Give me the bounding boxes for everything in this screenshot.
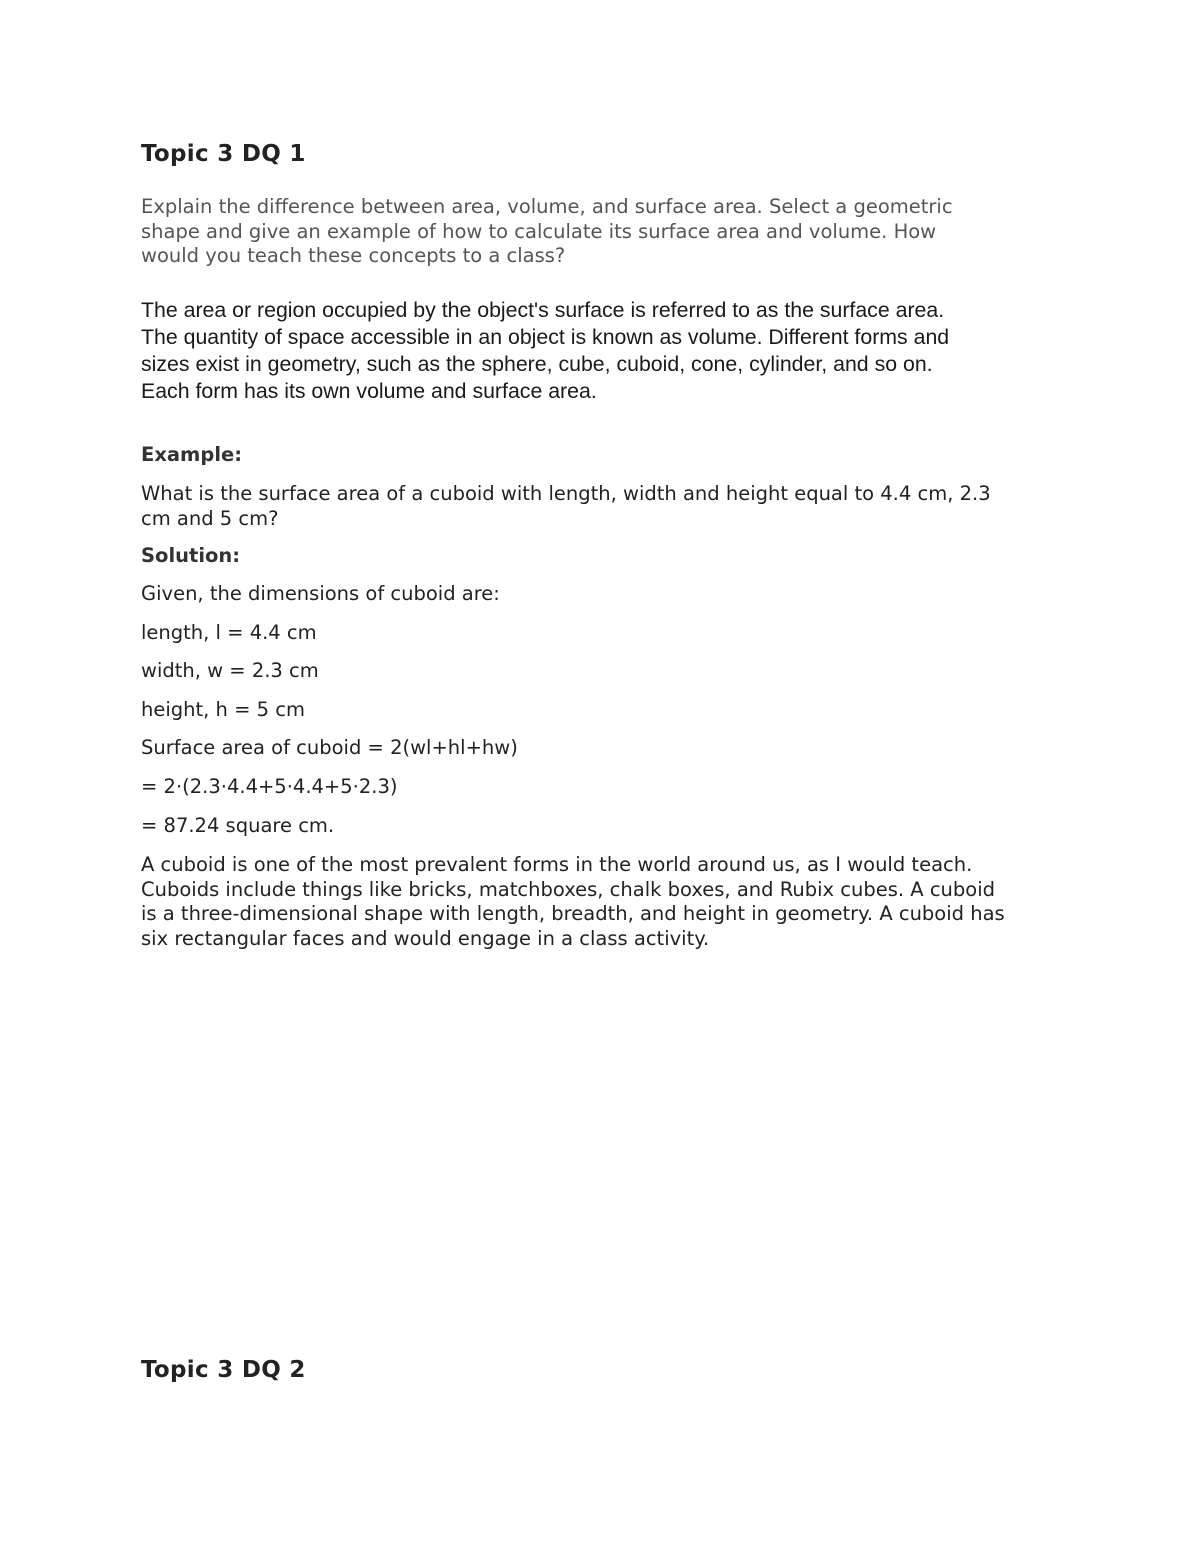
example-question bbox=[141, 482, 1061, 531]
prompt-line: Explain the difference between area, volume, and surface area. Select a geometric bbox=[141, 195, 953, 218]
answer-line: The quantity of space accessible in an object is known as volume. Different forms and bbox=[141, 325, 950, 349]
solution-step: = 87.24 square cm. bbox=[141, 814, 335, 837]
solution-label: Solution: bbox=[141, 544, 241, 567]
heading-topic-3-dq-2: Topic 3 DQ 2 bbox=[141, 1357, 306, 1383]
solution-step: Given, the dimensions of cuboid are: bbox=[141, 582, 500, 605]
example-line: cm and 5 cm? bbox=[141, 506, 279, 530]
teaching-line: is a three-dimensional shape with length, breadth, and height in geometry. A cuboid has bbox=[141, 902, 1005, 925]
example-line: What is the surface area of a cuboid with length, width and height equal to 4.4 cm, 2.3 bbox=[141, 482, 991, 505]
answer-line: The area or region occupied by the object's surface is referred to as the surface area. bbox=[141, 298, 945, 322]
example-label: Example: bbox=[141, 443, 243, 466]
teaching-paragraph bbox=[141, 853, 1061, 951]
solution-step: width, w = 2.3 cm bbox=[141, 659, 319, 682]
solution-step: Surface area of cuboid = 2(wl+hl+hw) bbox=[141, 736, 518, 759]
solution-step: height, h = 5 cm bbox=[141, 698, 305, 721]
answer-paragraph bbox=[141, 297, 1061, 405]
answer-line: Each form has its own volume and surface area. bbox=[141, 379, 597, 403]
teaching-line: six rectangular faces and would engage in a class activity. bbox=[141, 926, 710, 950]
teaching-line: A cuboid is one of the most prevalent forms in the world around us, as I would teach. bbox=[141, 853, 973, 876]
answer-line: sizes exist in geometry, such as the sphere, cube, cuboid, cone, cylinder, and so on. bbox=[141, 352, 933, 376]
heading-topic-3-dq-1: Topic 3 DQ 1 bbox=[141, 141, 306, 167]
prompt-line: shape and give an example of how to calculate its surface area and volume. How bbox=[141, 219, 937, 243]
prompt-line: would you teach these concepts to a class? bbox=[141, 244, 566, 267]
teaching-line: Cuboids include things like bricks, matchboxes, chalk boxes, and Rubix cubes. A cuboid bbox=[141, 877, 996, 901]
solution-step: length, l = 4.4 cm bbox=[141, 621, 317, 644]
solution-step: = 2·(2.3·4.4+5·4.4+5·2.3) bbox=[141, 775, 398, 798]
discussion-prompt bbox=[141, 195, 1061, 269]
